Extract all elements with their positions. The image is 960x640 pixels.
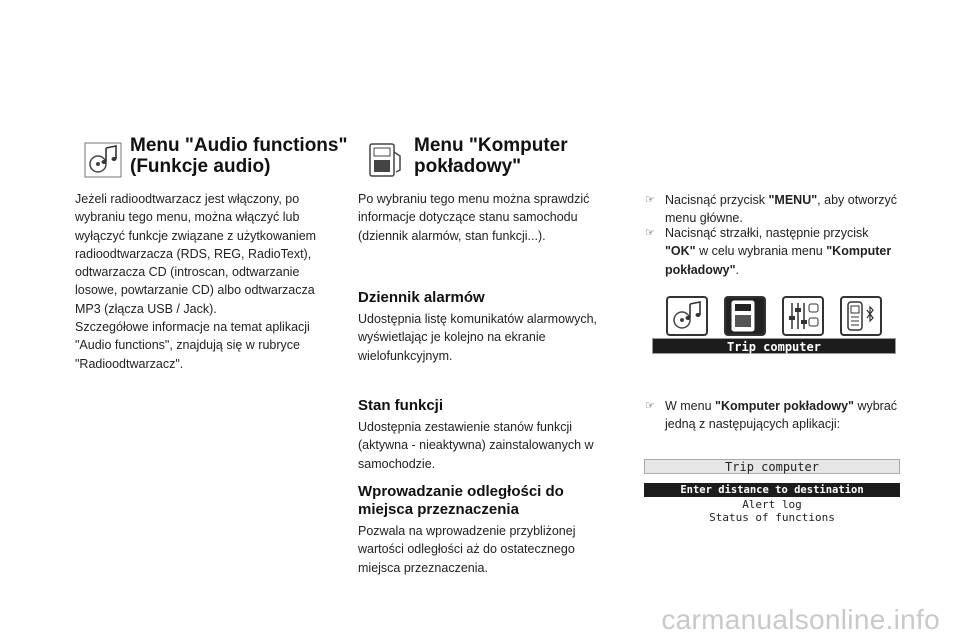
step-text: wybrać <box>853 399 898 413</box>
text-line: (dziennik alarmów, stan funkcji...). <box>358 228 546 243</box>
instruction-step-2 <box>645 224 910 279</box>
pointing-hand-icon: ☞ <box>645 400 655 412</box>
trip-computer-screen <box>644 459 900 525</box>
text-line: wartości odległości aż do ostatecznego <box>358 542 575 557</box>
title-line: (Funkcje audio) <box>130 156 271 177</box>
step-text: . <box>735 262 740 277</box>
text-line: (aktywna - nieaktywna) zainstalowanych w <box>358 438 594 453</box>
trip-computer-icon[interactable] <box>724 296 766 336</box>
telephone-bluetooth-icon[interactable] <box>840 296 882 336</box>
text-line: radioodtwarzacza (RDS, REG, RadioText), <box>75 246 312 261</box>
text-line: "Audio functions", znajdują się w rubryce <box>75 338 300 353</box>
heading-text: Wprowadzanie odległości do <box>358 483 564 500</box>
menu-name-label: pokładowy" <box>665 262 736 277</box>
menu-item-enter-distance[interactable]: Enter distance to destination <box>644 483 900 497</box>
function-status-body <box>358 418 608 473</box>
step-text: W menu <box>665 399 716 413</box>
text-line: wyświetlając je kolejno na ekranie <box>358 330 546 345</box>
function-status-heading <box>358 397 608 415</box>
instruction-step-3 <box>645 397 910 434</box>
text-line: wybraniu tego menu, można włączyć lub <box>75 210 300 225</box>
text-line: MP3 (złącza USB / Jack). <box>75 301 217 316</box>
settings-equalizer-icon[interactable] <box>782 296 824 336</box>
audio-section-icon <box>84 142 122 178</box>
menu-name-label: "Komputer pokładowy" <box>715 399 854 413</box>
text-line: wyłączyć funkcje związane z użytkowaniem <box>75 228 317 243</box>
distance-entry-heading <box>358 483 618 519</box>
menu-item-status-of-functions[interactable]: Status of functions <box>709 511 835 524</box>
text-line: Po wybraniu tego menu można sprawdzić <box>358 192 590 206</box>
computer-section-icon <box>368 142 404 178</box>
title-line: Menu "Komputer <box>414 135 568 156</box>
text-line: Jeżeli radioodtwarzacz jest włączony, po <box>75 192 300 206</box>
menu-key-label: "MENU" <box>768 193 818 207</box>
heading-text: Stan funkcji <box>358 397 444 414</box>
text-line: Pozwala na wprowadzenie przybliżonej <box>358 524 576 538</box>
step-text: jedną z następujących aplikacji: <box>665 417 841 432</box>
main-menu-screen <box>652 294 896 356</box>
instruction-step-1 <box>645 191 910 228</box>
audio-functions-icon[interactable] <box>666 296 708 336</box>
text-line: Udostępnia listę komunikatów alarmowych, <box>358 312 597 326</box>
text-line: wielofunkcyjnym. <box>358 348 453 363</box>
heading-text: Dziennik alarmów <box>358 289 485 306</box>
ok-key-label: "OK" <box>665 244 696 259</box>
distance-entry-body <box>358 522 608 577</box>
text-line: Szczegółowe informacje na temat aplikacji <box>75 320 310 335</box>
step-text: menu główne. <box>665 211 743 226</box>
step-text: , aby otworzyć <box>817 193 898 207</box>
menu-name-label: "Komputer <box>826 244 892 259</box>
title-line: pokładowy" <box>414 156 522 177</box>
computer-section-title <box>414 135 614 177</box>
text-line: miejsca przeznaczenia. <box>358 560 488 575</box>
audio-section-title <box>130 135 350 177</box>
text-line: informacje dotyczące stanu samochodu <box>358 210 578 225</box>
audio-section-body <box>75 190 340 373</box>
alarm-log-heading <box>358 289 608 307</box>
pointing-hand-icon: ☞ <box>645 227 655 239</box>
text-line: "Radioodtwarzacz". <box>75 356 184 371</box>
menu-item-alert-log[interactable]: Alert log <box>742 498 802 511</box>
pointing-hand-icon: ☞ <box>645 194 655 206</box>
step-text: Nacisnąć przycisk <box>665 193 769 207</box>
heading-text: miejsca przeznaczenia <box>358 501 519 518</box>
computer-section-body <box>358 190 608 245</box>
text-line: odtwarzacza CD (introscan, odtwarzanie <box>75 265 300 280</box>
step-text: w celu wybrania menu <box>695 244 827 259</box>
watermark-text: carmanualsonline.info <box>661 604 940 635</box>
screen2-header: Trip computer <box>644 459 900 474</box>
alarm-log-body <box>358 310 608 365</box>
title-line: Menu "Audio functions" <box>130 135 348 156</box>
screen1-selected-label: Trip computer <box>652 338 896 354</box>
text-line: samochodzie. <box>358 456 436 471</box>
step-text: Nacisnąć strzałki, następnie przycisk <box>665 226 869 240</box>
text-line: losowe, powtarzanie CD) albo odtwarzacza <box>75 283 315 298</box>
text-line: Udostępnia zestawienie stanów funkcji <box>358 420 573 434</box>
